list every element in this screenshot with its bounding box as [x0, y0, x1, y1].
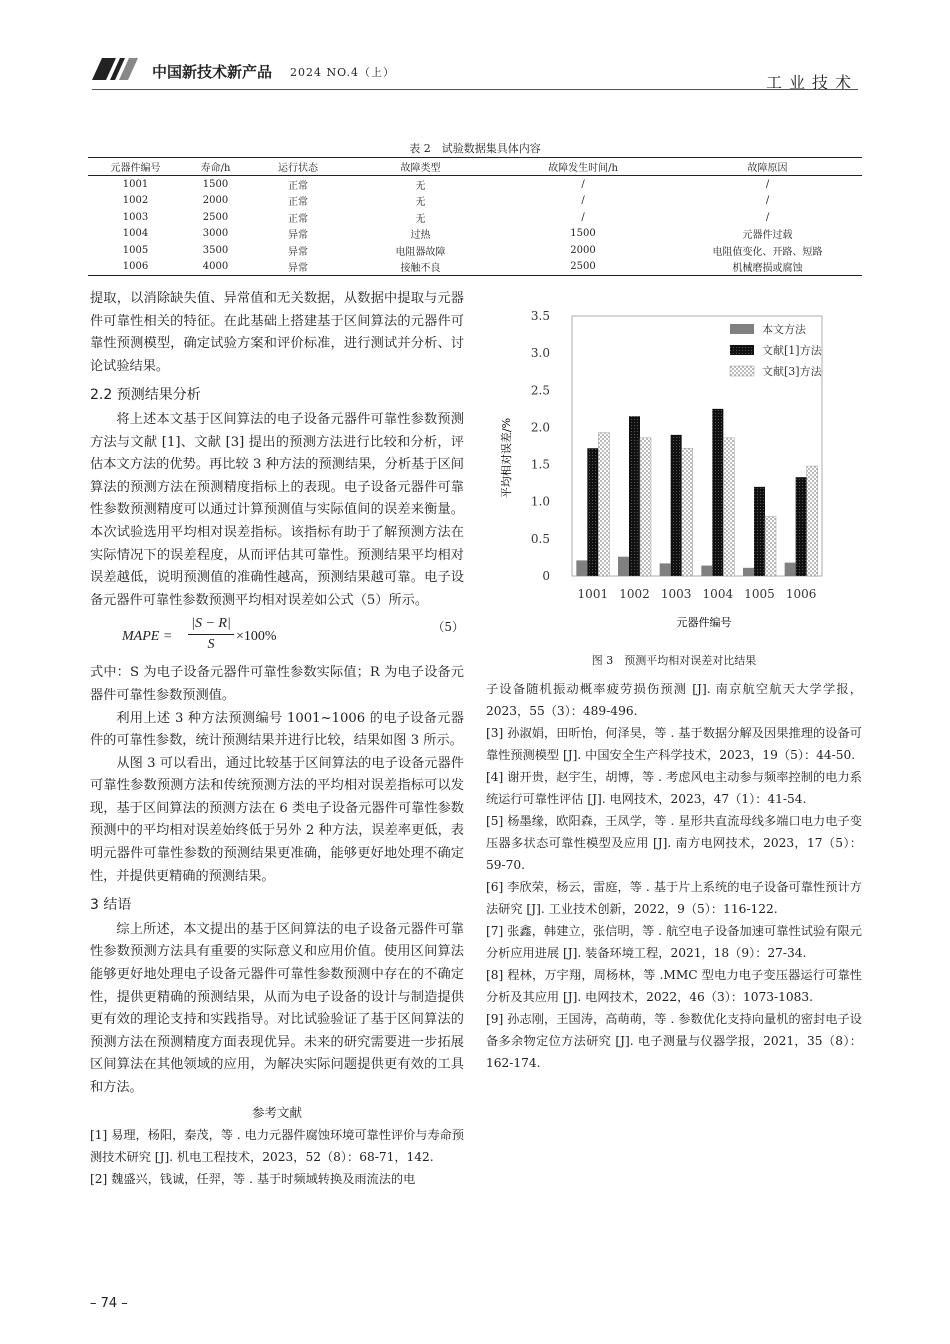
legend-label: 文献[3]方法	[762, 365, 822, 378]
bar-文献[3]方法	[765, 517, 776, 576]
journal-title: 中国新技术新产品	[152, 63, 273, 81]
table-header-row	[88, 158, 862, 176]
table-cell: /	[765, 178, 770, 190]
table-row	[88, 226, 862, 243]
y-tick-label: 1.0	[530, 494, 550, 509]
bar-文献[3]方法	[640, 438, 651, 576]
dataset-table	[88, 157, 862, 276]
formula-fraction	[188, 614, 234, 655]
table-row	[88, 209, 862, 226]
legend-label: 文献[1]方法	[762, 344, 822, 357]
bar-文献[1]方法	[629, 416, 640, 576]
paragraph: 提取，以消除缺失值、异常值和无关数据，从数据中提取与元器件可靠性相关的特征。在此基础上搭建基于区间算法的元器件可靠性预测模型，确定试验方案和评价标准，进行测试并分析、讨论试验结果。	[90, 291, 464, 374]
bar-文献[1]方法	[712, 409, 723, 576]
table-row	[88, 242, 862, 259]
reference-item: [3] 孙淑娟，田昕怡，何泽昊，等 . 基于数据分解及因果推理的设备可靠性预测模型 [J]. 中国安全生产科学技术，2023，19（5）：44-50.	[486, 726, 862, 762]
x-axis-label: 元器件编号	[676, 616, 732, 629]
reference-item: [2] 魏盛兴，钱诚，任羿，等 . 基于时频域转换及雨流法的电	[90, 1172, 416, 1187]
reference-item: [5] 杨墨缘，欧阳森，王凤学，等 . 星形共直流母线多端口电力电子变压器多状态可靠性模型及应用 [J]. 南方电网技术，2023，17（5）：59-70.	[486, 814, 862, 872]
table-cell: 过热	[410, 230, 431, 242]
bar-文献[1]方法	[671, 435, 682, 576]
x-tick-label: 1001	[577, 587, 609, 601]
figure-caption: 图 3 预测平均相对误差对比结果	[591, 654, 757, 667]
y-tick-label: 0.5	[530, 531, 550, 546]
table-cell: 1500	[570, 228, 596, 240]
table-cell: 正常	[288, 197, 308, 209]
table-cell: 2000	[570, 244, 596, 256]
legend-swatch	[730, 345, 754, 355]
bar-文献[3]方法	[598, 433, 609, 576]
table-cell: 电阻器故障	[395, 246, 446, 258]
table-cell: 正常	[288, 213, 308, 225]
table-cell: /	[581, 178, 585, 190]
table-cell: 无	[415, 197, 426, 209]
table-cell: 1006	[88, 259, 183, 276]
reference-item: [1] 易理，杨阳，秦茂，等 . 电力元器件腐蚀环境可靠性评价与寿命预测技术研究 [J]. 机电工程技术，2023，52（8）：68-71，142.	[90, 1128, 465, 1165]
table-cell: 1001	[122, 178, 149, 190]
y-tick-label: 2.5	[530, 383, 550, 398]
formula-lhs: MAPE =	[122, 629, 173, 645]
x-tick-label: 1006	[785, 587, 817, 601]
bar-chart	[486, 298, 862, 636]
x-tick-label: 1005	[744, 587, 775, 601]
table-row	[88, 193, 862, 210]
table-cell: 3500	[202, 244, 229, 256]
table-cell: 1005	[122, 244, 149, 256]
paragraph: 综上所述，本文提出的基于区间算法的电子设备元器件可靠性参数预测方法具有重要的实际意义和应用价值。使用区间算法能够更好地处理电子设备元器件可靠性参数预测中存在的不确定性，提供更精确的预测结果，从而为电子设备的设计与制造提供更有效的理论支持和实践指导。对比试验验证了基于区间算法的预测方法在预测精度方面表现优异。未来的研究需要进一步拓展区间算法在其他领域的应用，为解决实际问题提供更有效的工具和方法。	[90, 921, 464, 1095]
table-cell: 1002	[122, 195, 149, 207]
table-cell: 异常	[248, 259, 348, 276]
table-cell: 电阻值变化、开路、短路	[712, 246, 823, 258]
y-tick-label: 2.0	[530, 420, 550, 435]
x-tick-label: 1004	[702, 587, 734, 601]
section-heading-2-2: 2.2 预测结果分析	[90, 387, 201, 404]
reference-item: [8] 程林，万宇翔，周杨林，等 .MMC 型电力电子变压器运行可靠性分析及其应用 [J]. 电网技术，2022，46（3）：1073-1083.	[486, 968, 862, 1004]
bar-本文方法	[618, 557, 629, 576]
column-header: 故障原因	[673, 158, 862, 176]
column-header: 故障发生时间/h	[493, 158, 673, 176]
legend-swatch	[730, 366, 754, 376]
table-row	[88, 176, 862, 193]
table-cell: 2500	[202, 211, 229, 223]
reference-item: [7] 张鑫，韩建立，张信明，等 . 航空电子设备加速可靠性试验有限元分析应用进展 [J]. 装备环境工程，2021，18（9）：27-34.	[486, 924, 862, 960]
table-cell: 异常	[288, 246, 308, 258]
paragraph: 式中：S 为电子设备元器件可靠性参数实际值；R 为电子设备元器件可靠性参数预测值。	[90, 665, 464, 703]
bar-文献[3]方法	[807, 466, 818, 576]
section-title: 工业技术	[765, 73, 858, 92]
table-cell: /	[765, 211, 770, 223]
paragraph: 从图 3 可以看出，通过比较基于区间算法的电子设备元器件可靠性参数预测方法和传统预测方法的平均相对误差指标可以发现，基于区间算法的预测方法在 6 类电子设备元器件可靠性参数预测中的平均相对误差始终低于另外 2 种方法，误差率更低，表明元器件可靠性参数的预测结果更准确，能够更好地处理不确定性，并提供更精确的预测结果。	[90, 755, 464, 884]
table-cell: 无	[415, 213, 426, 225]
reference-item: [9] 孙志刚，王国涛，高萌萌，等 . 参数优化支持向量机的密封电子设备多余物定位方法研究 [J]. 电子测量与仪器学报，2021，35（8）：162-174.	[486, 1012, 862, 1070]
y-tick-label: 3.0	[530, 346, 550, 361]
table-cell: 接触不良	[348, 259, 493, 276]
table-cell: 2500	[493, 259, 673, 276]
bar-文献[3]方法	[682, 448, 693, 576]
journal-logo-icon	[92, 58, 138, 80]
table-caption: 表 2 试验数据集具体内容	[409, 142, 541, 155]
journal-issue: 2024 NO.4（上）	[290, 66, 395, 79]
header-rule	[92, 89, 858, 90]
section-heading-3: 3 结语	[90, 897, 132, 914]
column-header: 元器件编号	[88, 158, 183, 176]
column-header: 寿命/h	[183, 158, 248, 176]
formula-number: （5）	[432, 620, 464, 635]
table-cell: 元器件过载	[742, 230, 793, 242]
table-cell: 机械磨损或腐蚀	[673, 259, 862, 276]
table-cell: /	[765, 195, 770, 207]
left-column	[90, 288, 464, 1190]
formula-numerator: |S − R|	[188, 614, 234, 635]
bar-本文方法	[743, 568, 754, 576]
bar-本文方法	[660, 563, 671, 576]
page-number: – 74 –	[90, 1296, 128, 1311]
bar-本文方法	[701, 566, 712, 576]
reference-item: [4] 谢开贵，赵宇生，胡博，等 . 考虑风电主动参与频率控制的电力系统运行可靠性评估 [J]. 电网技术，2023，47（1）：41-54.	[486, 770, 862, 806]
references-title: 参考文献	[251, 1104, 302, 1120]
legend-label: 本文方法	[762, 323, 806, 336]
paragraph: 将上述本文基于区间算法的电子设备元器件可靠性参数预测方法与文献 [1]、文献 [3] 提出的预测方法进行比较和分析，评估本文方法的优势。再比较 3 种方法的预测结果，分析基于区间算法的预测方法在预测精度指标上的表现。电子设备元器件可靠性参数预测精度可以通过计算预测值与实际值间的误差来衡量。本次试验选用平均相对误差指标。该指标有助于了解预测方法在实际情况下的误差程度，从而评估其可靠性。预测结果平均相对误差越低，说明预测值的准确性越高，预测结果越可靠。电子设备元器件可靠性参数预测平均相对误差如公式（5）所示。	[90, 411, 464, 608]
table-cell: 无	[415, 180, 426, 192]
table-cell: 异常	[288, 230, 308, 242]
y-tick-label: 3.5	[530, 309, 550, 323]
table-row	[88, 259, 862, 276]
bar-文献[1]方法	[587, 448, 598, 576]
reference-item: 子设备随机振动概率疲劳损伤预测 [J]. 南京航空航天大学学报，2023，55（3）：489-496.	[486, 682, 862, 718]
bar-文献[3]方法	[723, 438, 734, 576]
bar-文献[1]方法	[796, 477, 807, 576]
bar-本文方法	[576, 560, 587, 576]
legend-swatch	[730, 324, 754, 334]
table-cell: 正常	[288, 180, 308, 192]
right-references	[486, 678, 862, 1074]
paragraph: 利用上述 3 种方法预测编号 1001~1006 的电子设备元器件的可靠性参数，统计预测结果并进行比较，结果如图 3 所示。	[90, 710, 464, 749]
x-tick-label: 1002	[619, 587, 650, 601]
y-axis-label: 平均相对误差/%	[500, 417, 513, 499]
table-cell: 1004	[122, 228, 149, 240]
column-header: 运行状态	[248, 158, 348, 176]
table-cell: 2000	[202, 195, 229, 207]
table-cell: /	[581, 211, 585, 223]
column-header: 故障类型	[348, 158, 493, 176]
table-cell: 4000	[183, 259, 248, 276]
formula-5	[90, 614, 464, 660]
y-tick-label: 0	[542, 569, 550, 583]
reference-item: [6] 李欣荣，杨云，雷庭，等 . 基于片上系统的电子设备可靠性预计方法研究 [J]. 工业技术创新，2022，9（5）：116-122.	[486, 880, 862, 916]
x-tick-label: 1003	[660, 587, 692, 601]
y-tick-label: 1.5	[530, 457, 550, 472]
bar-文献[1]方法	[754, 487, 765, 576]
table-cell: 3000	[202, 228, 229, 240]
table-cell: 1500	[202, 178, 229, 190]
table-cell: /	[581, 195, 585, 207]
bar-本文方法	[785, 563, 796, 576]
table-cell: 1003	[122, 211, 149, 223]
formula-denominator: S	[207, 637, 215, 653]
formula-rhs: ×100%	[236, 629, 277, 645]
